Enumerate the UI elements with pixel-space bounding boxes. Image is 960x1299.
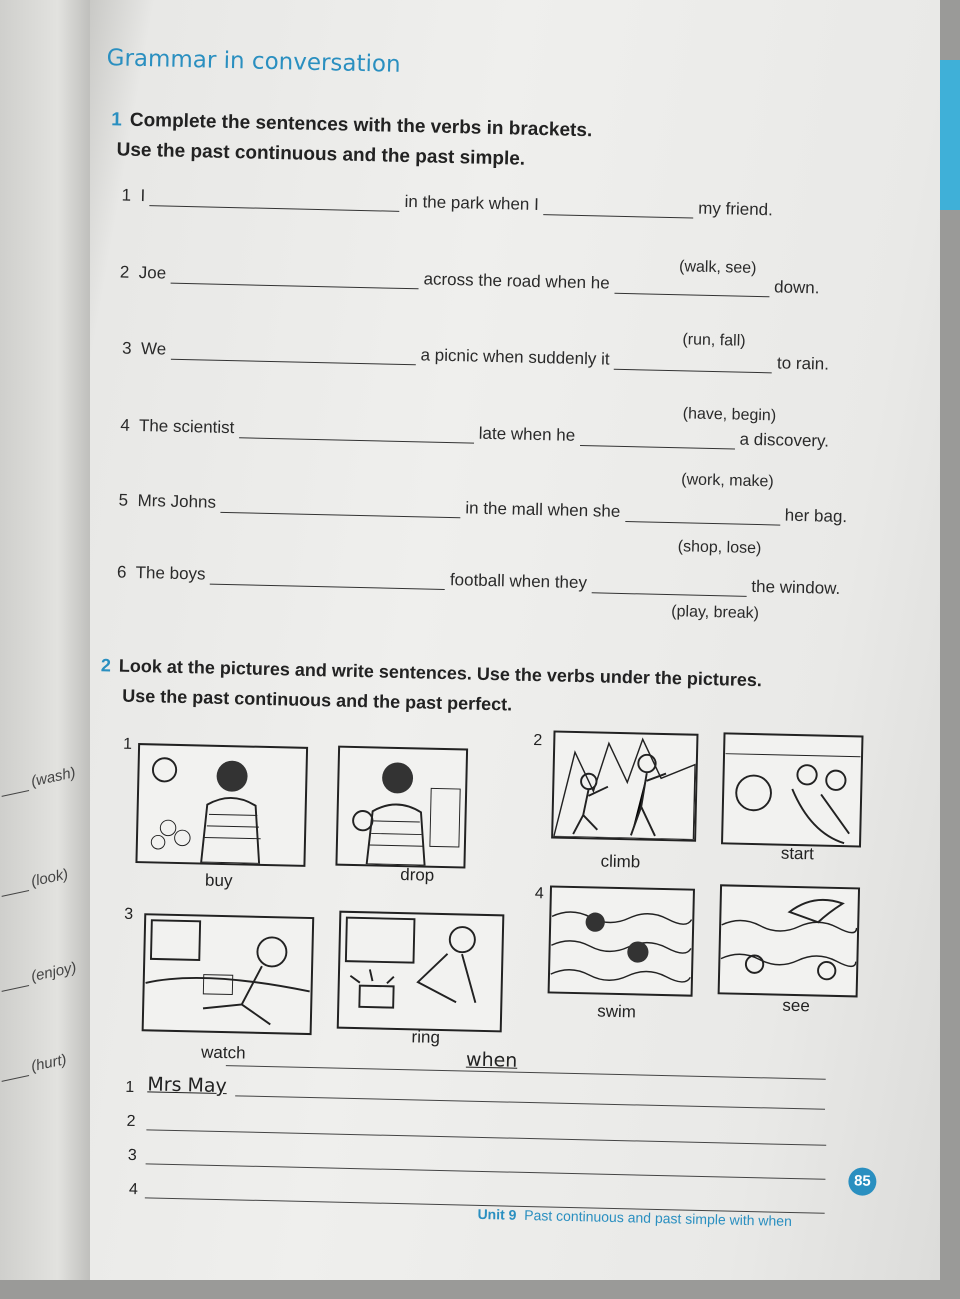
picture-caption: start — [780, 843, 815, 864]
exercise-2-instruction: 2 Look at the pictures and write sentences. Use the verbs under the pictures. Use the past continuous and the past perfect. — [100, 655, 763, 715]
answer-number: 4 — [128, 1180, 139, 1199]
picture-climb — [551, 730, 698, 841]
picture-see — [718, 884, 860, 997]
picture-group-number: 2 — [533, 732, 543, 750]
exercise-item: 3 We a picnic when suddenly it to rain. — [121, 338, 830, 374]
picture-group-number: 1 — [122, 735, 133, 753]
answer-blank[interactable] — [625, 507, 780, 526]
handwritten-answer: Mrs May — [147, 1073, 228, 1098]
page-content — [71, 0, 940, 1299]
answer-blank[interactable] — [171, 345, 416, 366]
answer-number: 2 — [126, 1112, 136, 1131]
answer-blank[interactable] — [150, 191, 400, 212]
answer-blank[interactable] — [580, 431, 735, 450]
picture-caption: ring — [411, 1027, 441, 1047]
answer-line[interactable] — [226, 1065, 826, 1080]
answer-line[interactable] — [146, 1163, 826, 1179]
verb-hint: (have, begin) — [682, 405, 777, 425]
left-verb-hint: (look) — [0, 866, 70, 897]
picture-caption: climb — [600, 851, 641, 872]
exercise-item: 4 The scientist late when he a discovery. — [120, 415, 830, 451]
answer-blank[interactable] — [591, 578, 746, 597]
page-edge-tab — [940, 60, 960, 210]
answer-blank[interactable] — [614, 355, 772, 374]
picture-swim — [548, 885, 695, 996]
exercise-1-instruction: 1 Complete the sentences with the verbs in brackets. Use the past continuous and the past simple. — [111, 109, 593, 170]
answer-number: 1 — [125, 1078, 135, 1097]
exercise-number: 2 — [100, 655, 112, 676]
picture-start — [721, 732, 864, 847]
verb-hint: (play, break) — [671, 603, 760, 623]
page-footer: Unit 9 Past continuous and past simple with when — [477, 1205, 793, 1230]
picture-caption: buy — [204, 870, 233, 891]
answer-line[interactable] — [146, 1129, 826, 1145]
answer-blank[interactable] — [220, 498, 460, 518]
picture-caption: watch — [200, 1042, 246, 1063]
handwritten-when: when — [465, 1048, 518, 1072]
picture-group-number: 4 — [534, 885, 544, 903]
exercise-item: 6 The boys football when they the window. — [116, 562, 841, 598]
answer-blank[interactable] — [614, 279, 769, 298]
answer-blank[interactable] — [210, 570, 445, 590]
verb-hint: (work, make) — [681, 471, 774, 491]
answer-line[interactable] — [235, 1095, 825, 1109]
answer-number: 3 — [127, 1146, 137, 1165]
exercise-item: 5 Mrs Johns in the mall when she her bag. — [118, 490, 848, 527]
picture-watch — [142, 913, 315, 1035]
verb-hint: (walk, see) — [678, 258, 757, 277]
page-number: 85 — [848, 1167, 877, 1196]
answer-blank[interactable] — [239, 423, 474, 443]
picture-buy — [135, 743, 308, 867]
answer-blank[interactable] — [171, 269, 419, 290]
left-verb-hint: (enjoy) — [0, 959, 78, 992]
left-verb-hint: (hurt) — [0, 1051, 68, 1082]
exercise-number: 1 — [111, 109, 123, 131]
answer-blank[interactable] — [543, 200, 693, 218]
left-verb-hint: (wash) — [0, 764, 77, 797]
exercise-item: 1 I in the park when I my friend. — [121, 185, 774, 220]
verb-hint: (run, fall) — [682, 331, 746, 350]
picture-caption: drop — [400, 865, 435, 885]
picture-caption: swim — [596, 1001, 637, 1022]
picture-drop — [335, 746, 468, 869]
picture-group-number: 3 — [124, 905, 134, 923]
section-title: Grammar in conversation — [106, 45, 401, 78]
verb-hint: (shop, lose) — [677, 538, 762, 558]
exercise-item: 2 Joe across the road when he down. — [119, 262, 820, 298]
picture-caption: see — [782, 995, 810, 1016]
picture-ring — [337, 911, 505, 1033]
